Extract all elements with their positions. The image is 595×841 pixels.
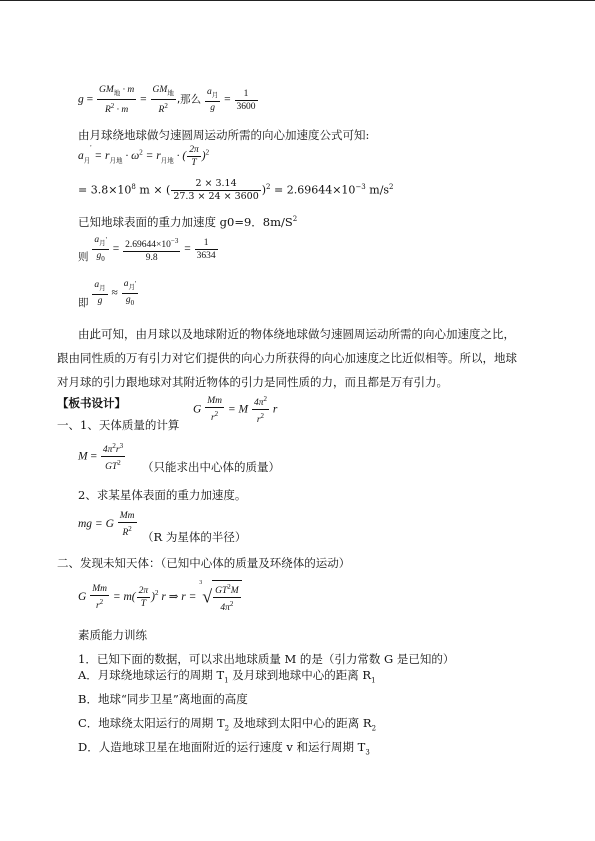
item-celestial-mass: 一、1、天体质量的计算 <box>57 418 180 432</box>
paragraph-conclusion-line-2: 跟由同性质的万有引力对它们提供的向心力所获得的向心加速度之比近似相等。所以，地球 <box>57 351 517 365</box>
option-d: D．人造地球卫星在地面附近的运行速度 v 和运行周期 $T_3$ <box>78 740 370 757</box>
option-c: C．地球绕太阳运行的周期 $T_2$ 及地球到太阳中心的距离 $R_2$ <box>78 716 377 733</box>
section-heading-board-design: 【板书设计】 <box>57 396 126 410</box>
formula-ratio-ji: 即 $a_月$ g ≈ $a_月'$ $g_0$ <box>78 279 137 310</box>
paragraph-conclusion-line-3: 对月球的引力跟地球对其附近物体的引力是同性质的力，而且都是万有引力。 <box>57 375 448 389</box>
paragraph-surface-gravity: 已知地球表面的重力加速度 g0=9．$8m/S^2$ <box>78 214 298 229</box>
exercise-section-title: 素质能力训练 <box>78 628 147 642</box>
option-b: B．地球“同步卫星”离地面的高度 <box>78 692 248 706</box>
page-top-border <box>0 0 595 1</box>
note-central-mass-only: （只能求出中心体的质量） <box>142 460 280 474</box>
paragraph-conclusion-line-1: 由此可知，由月球以及地球附近的物体绕地球做匀速圆周运动所需的向心加速度之比， <box>78 327 515 341</box>
paragraph-centripetal-intro: 由月球绕地球做匀速圆周运动所需的向心加速度公式可知: <box>78 128 370 142</box>
item-discover-unknown-body: 二、发现未知天体：（已知中心体的质量及环绕体的运动） <box>57 556 351 570</box>
formula-gravitational-centripetal: G $\frac{Mm}{r^2}$ = M $\frac{4\pi^2}{r^2}$ r <box>193 395 278 426</box>
formula-unknown-body-radius: G $\frac{Mm}{r^2}$ = m( $\frac{2\pi}{T}$ )$^2$ r ⇒ r = $^3$√ $\frac{GT^2M}{4\pi^2}$ <box>78 580 242 614</box>
question-1: 1．已知下面的数据，可以求出地球质量 M 的是（引力常数 G 是已知的） <box>78 652 455 666</box>
formula-numeric-calculation: = $3.8\times 10^8$ m × ( $\frac{2 \times 3.14}{27.3 \times 24 \times 3600}$ )$^2 = 2.69644\times 10^{-3}$ $m/s^2$ <box>78 178 394 202</box>
formula-mass: M = $\frac{4\pi^2r^3}{GT^2}$ <box>78 442 124 473</box>
item-surface-gravity: 2、求某星体表面的重力加速度。 <box>78 488 247 502</box>
note-planet-radius: （R 为星体的半径） <box>142 530 247 544</box>
formula-gravity-ratio: g = $GM_地 \cdot m$ $R^2 \cdot m$ = $GM_地$ $R^2$ ,那么 $a_月$ g = $\frac{1}{3600}$ <box>78 85 256 116</box>
formula-centripetal-acceleration: $a_月' = r_{月地} \cdot \omega^2 = r_{月地}$ · ( $\frac{2\pi}{T}$ )$^2$ <box>78 144 210 168</box>
option-a: A．月球绕地球运行的周期 $T_1$ 及月球到地球中心的距离 $R_1$ <box>78 668 376 685</box>
formula-ratio-ze: 则 $a_月'$ $g_0$ = $\frac{2.69644\times 10^{-3}}{9.8}$ = $\frac{1}{3634}$ <box>78 235 216 264</box>
formula-mg: mg = G $\frac{Mm}{R^2}$ <box>78 511 135 539</box>
